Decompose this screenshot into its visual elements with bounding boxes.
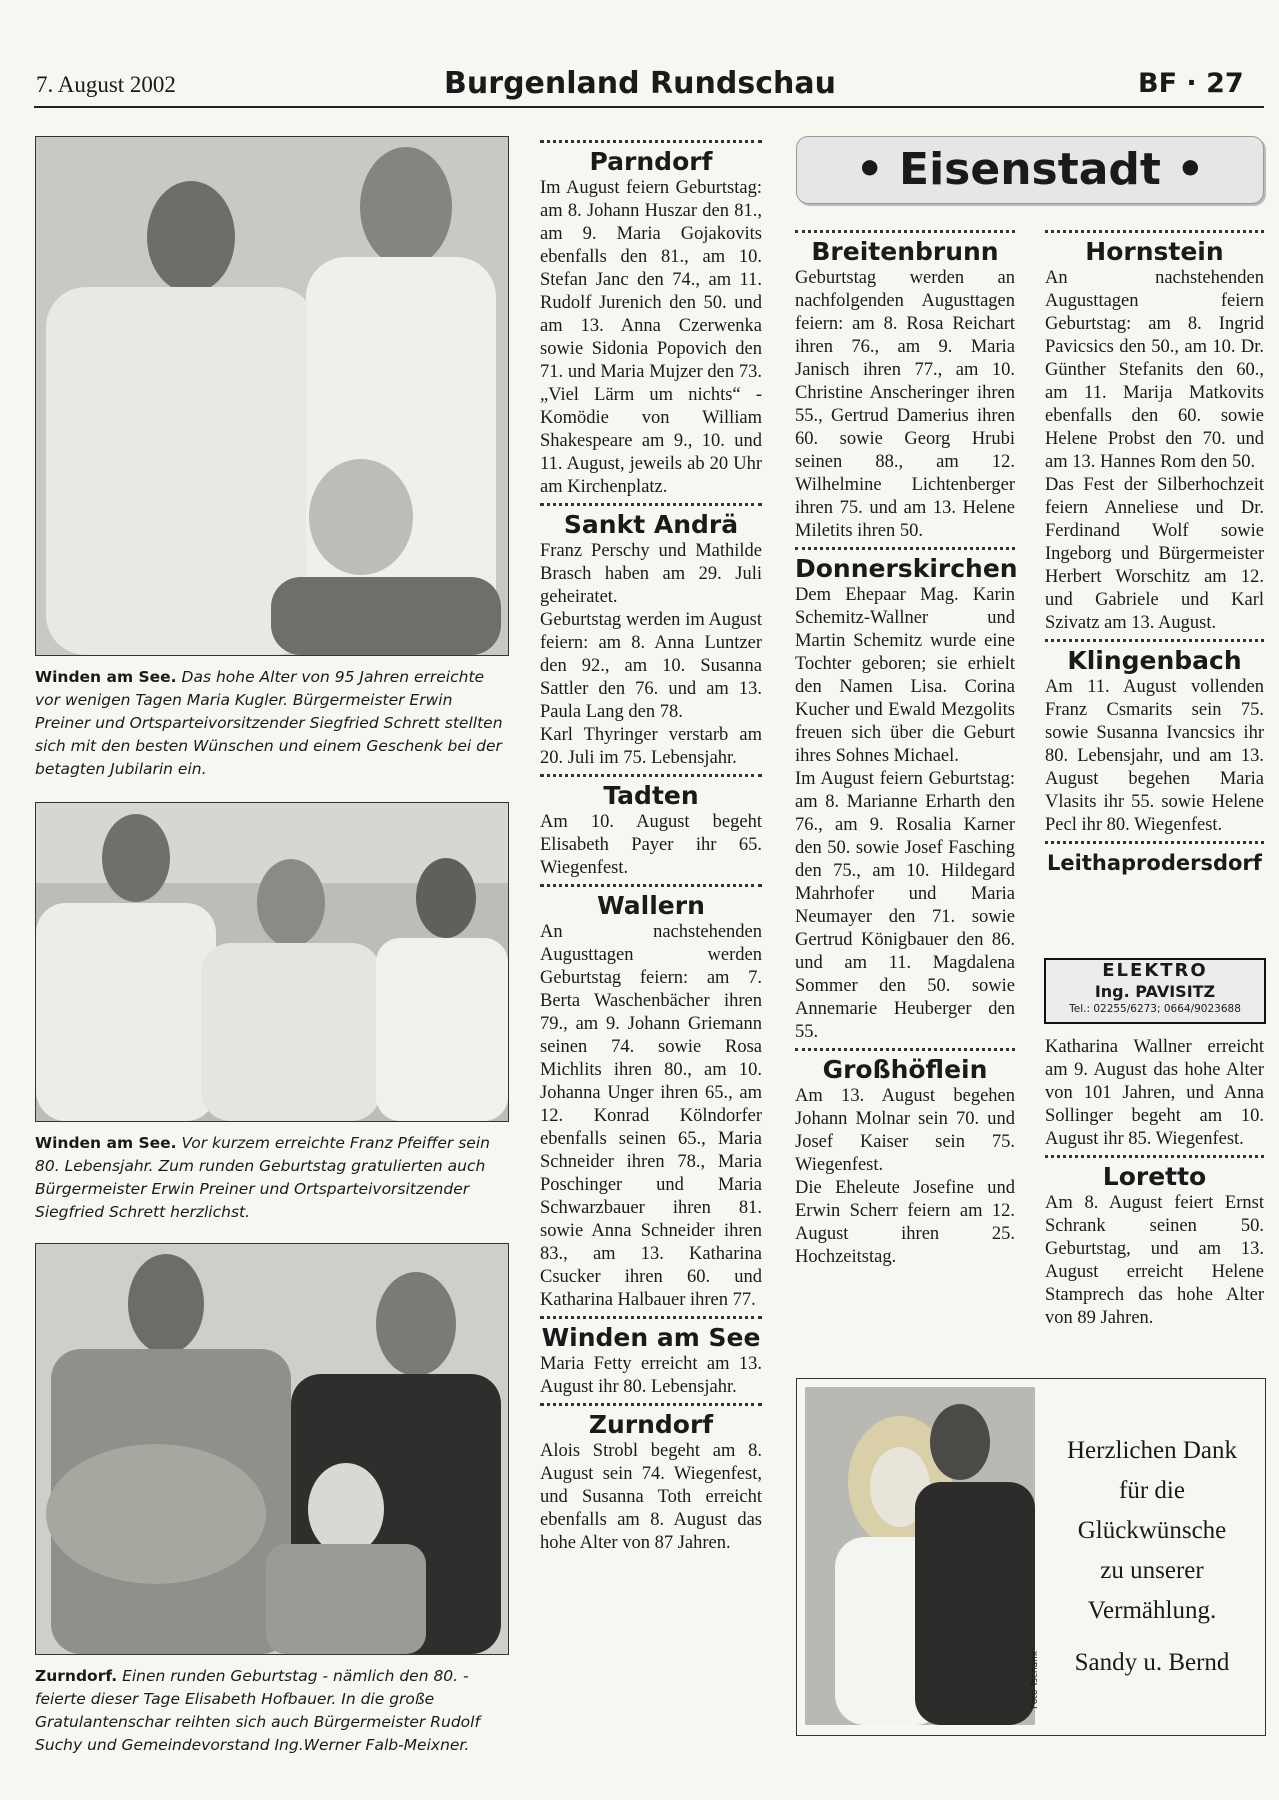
caption-1-place: Winden am See.: [35, 668, 177, 686]
text-parndorf: Im August feiern Geburtstag: am 8. Johann Huszar den 81., am 9. Maria Gojakovits ebenfalls den 81., am 10. Stefan Janc den 74., am 11. Rudolf Jurenich den 50. und am 13. Anna Czerwenka sowie Sidonia Popovich den 71. und Maria Mujzer den 73. „Viel Lärm um nichts“ - Komödie von William Shakespeare am 9., 10. und 11. August, jeweils ab 20 Uhr am Kirchenplatz.: [540, 178, 762, 497]
caption-3-text: Einen runden Geburtstag - nämlich den 80. - feierte dieser Tage Elisabeth Hofbauer. In die große Gratulantenschar reihten sich auch Bürgermeister Rudolf Suchy und Gemeindevorstand Ing.Werner Falb-Meixner.: [35, 1667, 480, 1754]
thanks-line-4: zu unserer: [1100, 1557, 1204, 1584]
text-leithaprodersdorf: Katharina Wallner erreicht am 9. August das hohe Alter von 101 Jahren, und Anna Sollinger begeht am 10. August ihr 85. Wiegenfest.: [1045, 1037, 1264, 1149]
text-hornstein-1: An nachstehenden Augusttagen feiern Geburtstag: am 8. Ingrid Pavicsics den 50., am 10. Dr. Günther Stefanits den 60., am 11. Marija Matkovits ebenfalls den 60. sowie Helene Probst den 70. und am 13. Hannes Rom den 50.: [1045, 268, 1264, 472]
caption-1: [35, 666, 509, 781]
divider: [795, 1048, 1015, 1051]
title-donnerskirchen: Donnerskirchen: [795, 554, 1018, 583]
text-sankt-andrae-3: Karl Thyringer verstarb am 20. Juli im 75. Lebensjahr.: [540, 725, 762, 768]
title-zurndorf: Zurndorf: [588, 1410, 714, 1439]
thanks-line-3: Glückwünsche: [1077, 1517, 1227, 1544]
text-zurndorf: Alois Strobl begeht am 8. August sein 74. Wiegenfest, und Susanna Toth erreicht ebenfalls am 8. August das hohe Alter von 87 Jahren.: [540, 1441, 762, 1553]
text-tadten: Am 10. August begeht Elisabeth Payer ihr 65. Wiegenfest.: [540, 812, 762, 878]
title-leithaprodersdorf: Leithaprodersdorf: [1047, 851, 1262, 875]
text-sankt-andrae-1: Franz Perschy und Mathilde Brasch haben am 29. Juli geheiratet.: [540, 541, 762, 607]
text-donnerskirchen-1: Dem Ehepaar Mag. Karin Schemitz-Wallner und Martin Schemitz wurde eine Tochter geboren; sie erhielt den Namen Lisa. Corina Kucher und Ewald Mezgolits freuen sich über die Geburt ihres Sohnes Michael.: [795, 585, 1015, 766]
wedding-photo: [805, 1387, 1035, 1725]
elektro-ad: [1044, 958, 1266, 1024]
thanks-line-5: Vermählung.: [1087, 1597, 1217, 1624]
divider: [540, 1316, 762, 1319]
caption-2-place: Winden am See.: [35, 1134, 177, 1152]
wedding-thanks-box: [796, 1378, 1266, 1736]
title-tadten: Tadten: [603, 781, 699, 810]
caption-3-place: Zurndorf.: [35, 1667, 118, 1685]
photo-figures-2: [36, 803, 508, 1121]
divider: [795, 547, 1015, 550]
photo-winden-pfeiffer: [35, 802, 509, 1122]
title-winden-am-see: Winden am See: [541, 1323, 761, 1352]
divider: [540, 503, 762, 506]
photo-winden-kugler: [35, 136, 509, 656]
caption-1-text: Das hohe Alter von 95 Jahren erreichte vor wenigen Tagen Maria Kugler. Bürgermeister Erwin Preiner und Ortsparteivorsitzender Siegfried Schrett stellten sich mit den besten Wünschen und einem Geschenk bei der betagten Jubilarin ein.: [35, 668, 503, 778]
title-klingenbach: Klingenbach: [1067, 646, 1242, 675]
issue-date: 7. August 2002: [36, 72, 176, 97]
title-sankt-andrae: Sankt Andrä: [563, 510, 739, 539]
thanks-line-1: Herzlichen Dank: [1066, 1437, 1238, 1464]
title-grosshoeflein: Großhöflein: [822, 1055, 988, 1084]
title-wallern: Wallern: [597, 891, 705, 920]
ad-line-1: ELEKTRO: [1102, 960, 1208, 981]
page-number: BF · 27: [1138, 68, 1244, 99]
divider: [1045, 230, 1264, 233]
column-right-b: [1045, 226, 1264, 878]
photo-figures-3: [36, 1244, 508, 1654]
divider: [1045, 841, 1264, 844]
title-loretto: Loretto: [1102, 1162, 1207, 1191]
text-loretto: Am 8. August feiert Ernst Schrank seinen 50. Geburtstag, und am 13. August erreicht Helene Stamprech das hohe Alter von 89 Jahren.: [1045, 1193, 1264, 1328]
text-breitenbrunn: Geburtstag werden an nachfolgenden Augusttagen feiern: am 8. Rosa Reichart ihren 76., am 9. Maria Janisch ihren 77., am 10. Christine Anscheringer ihren 55., Gertrud Damerius ihren 60. sowie Georg Hrubi seinen 88., am 12. Wilhelmine Lichtenberger ihren 75. und am 13. Helene Miletits ihren 50.: [795, 268, 1015, 541]
divider: [540, 1403, 762, 1406]
divider: [1045, 1155, 1264, 1158]
column-middle: [540, 136, 762, 1555]
ad-phone: Tel.: 02255/6273; 0664/9023688: [1069, 1003, 1241, 1015]
text-klingenbach: Am 11. August vollenden Franz Csmarits sein 75. sowie Susanna Ivancsics ihr 80. Lebensjahr, und am 13. August begehen Maria Vlasits ihr 55. sowie Helene Pecl ihr 80. Wiegenfest.: [1045, 677, 1264, 835]
text-grosshoeflein-1: Am 13. August begehen Johann Molnar sein 70. und Josef Kaiser sein 75. Wiegenfest.: [795, 1086, 1015, 1175]
caption-3: [35, 1665, 509, 1757]
wedding-figures: [805, 1387, 1035, 1725]
text-sankt-andrae-2: Geburtstag werden im August feiern: am 8. Anna Luntzer den 92., am 10. Susanna Sattler den 76. und am 13. Paula Lang den 78.: [540, 610, 762, 722]
title-breitenbrunn: Breitenbrunn: [811, 237, 999, 266]
thanks-signature: Sandy u. Bernd: [1074, 1649, 1230, 1676]
divider: [540, 884, 762, 887]
photo-figures-1: [36, 137, 508, 655]
ad-line-2: Ing. PAVISITZ: [1094, 982, 1216, 1001]
thanks-line-2: für die: [1119, 1477, 1185, 1504]
column-right-a: [795, 226, 1018, 1269]
divider: [540, 140, 762, 143]
photo-credit: Foto Tschank: [1030, 1650, 1040, 1709]
header-rule: [34, 106, 1264, 108]
divider: [1045, 639, 1264, 642]
divider: [540, 774, 762, 777]
eisenstadt-banner: • Eisenstadt •: [796, 136, 1264, 204]
title-hornstein: Hornstein: [1085, 237, 1224, 266]
text-donnerskirchen-2: Im August feiern Geburtstag: am 8. Marianne Erharth den 76., am 9. Rosalia Karner den 50. sowie Josef Fasching den 75., am 10. Hildegard Mahrhofer und Maria Neumayer den 71. sowie Gertrud Königbauer den 86. und am 11. Magdalena Sommer den 50. sowie Annemarie Heuberger den 55.: [795, 769, 1015, 1042]
photo-zurndorf-hofbauer: [35, 1243, 509, 1655]
thanks-text: [1047, 1431, 1257, 1683]
caption-2: [35, 1132, 509, 1224]
title-parndorf: Parndorf: [589, 147, 713, 176]
text-hornstein-2: Das Fest der Silberhochzeit feiern Anneliese und Dr. Ferdinand Wolf sowie Ingeborg und Bürgermeister Herbert Worschitz am 12. und Gabriele und Karl Szivatz am 13. August.: [1045, 475, 1264, 633]
text-wallern: An nachstehenden Augusttagen werden Geburtstag feiern: am 7. Berta Waschenbächer ihren 79., am 9. Johann Griemann seinen 74. sowie Rosa Michlits ihren 80., am 10. Johanna Unger ihren 65., am 12. Konrad Kölndorfer ebenfalls seinen 65., Maria Schneider ihren 78., Maria Poschinger und Maria Schwarzbauer ihren 81. sowie Anna Schneider ihren 83., am 13. Katharina Csucker ihren 60. und Katharina Halbauer ihren 77.: [540, 922, 762, 1310]
text-winden-am-see: Maria Fetty erreicht am 13. August ihr 80. Lebensjahr.: [540, 1354, 762, 1397]
divider: [795, 230, 1015, 233]
text-grosshoeflein-2: Die Eheleute Josefine und Erwin Scherr feiern am 12. August ihren 25. Hochzeitstag.: [795, 1178, 1015, 1267]
column-right-b-lower: [1045, 1036, 1264, 1330]
newspaper-title: Burgenland Rundschau: [444, 66, 836, 101]
caption-2-text: Vor kurzem erreichte Franz Pfeiffer sein 80. Lebensjahr. Zum runden Geburtstag gratulierten auch Bürgermeister Erwin Preiner und Ortsparteivorsitzender Siegfried Schrett herzlichst.: [35, 1134, 490, 1221]
